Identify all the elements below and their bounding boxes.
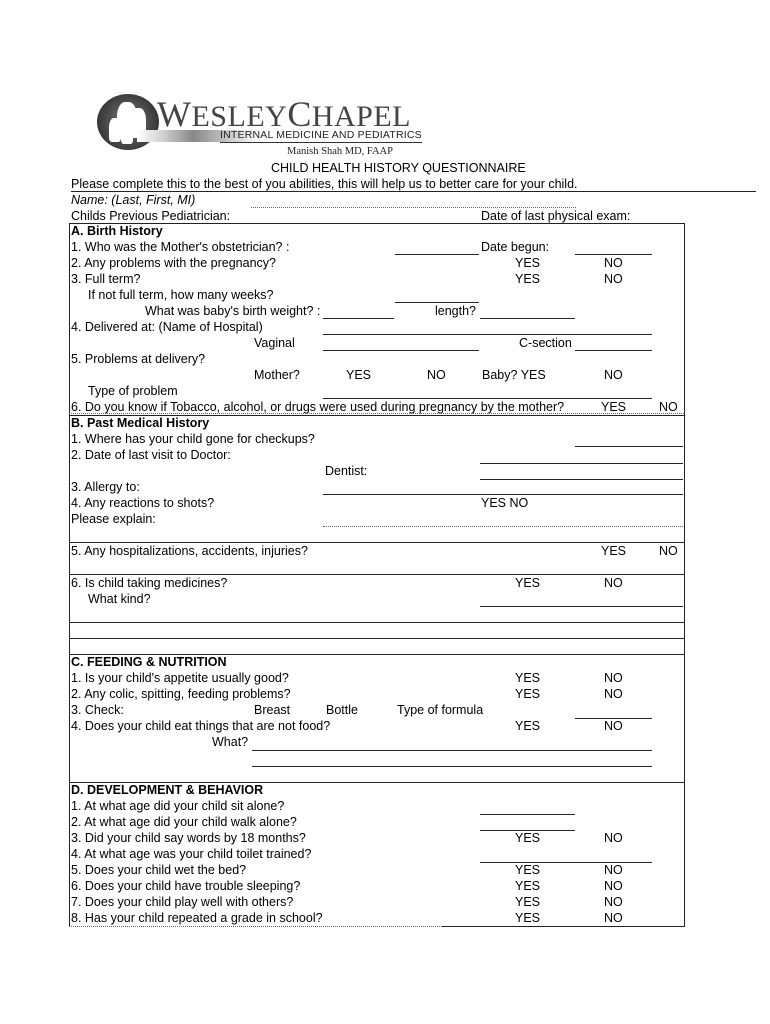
obstetrician-field[interactable] xyxy=(395,254,479,255)
c-q3: 3. Check: xyxy=(71,703,124,717)
logo-subtitle: INTERNAL MEDICINE AND PEDIATRICS xyxy=(220,129,422,141)
medicines-field[interactable] xyxy=(480,606,683,607)
form-title: CHILD HEALTH HISTORY QUESTIONNAIRE xyxy=(271,161,526,175)
d-q5: 5. Does your child wet the bed? xyxy=(71,863,247,877)
divider xyxy=(71,191,756,192)
mother-no[interactable]: NO xyxy=(427,368,446,382)
baby-label[interactable]: Baby? YES xyxy=(482,368,546,382)
sit-alone-field[interactable] xyxy=(480,814,575,815)
section-c-title: C. FEEDING & NUTRITION xyxy=(71,655,227,669)
non-food-field[interactable] xyxy=(252,750,652,751)
formula-label: Type of formula xyxy=(397,703,484,717)
logo-brand-name: WESLEYCHAPEL xyxy=(157,94,411,134)
a-q3-weight: What was baby's birth weight? : xyxy=(145,304,321,318)
a-q3-weeks: If not full term, how many weeks? xyxy=(88,288,274,302)
c-q2: 2. Any colic, spitting, feeding problems? xyxy=(71,687,291,701)
name-field[interactable] xyxy=(251,207,576,208)
dentist-label: Dentist: xyxy=(325,464,368,478)
length-field[interactable] xyxy=(480,318,575,319)
d-q3-no[interactable]: NO xyxy=(604,831,623,845)
csection-field[interactable] xyxy=(575,350,652,351)
b-q1: 1. Where has your child gone for checkups? xyxy=(71,432,315,446)
b-q3: 3. Allergy to: xyxy=(71,480,140,494)
box-bottom xyxy=(442,926,684,927)
a-q3-yes[interactable]: YES xyxy=(515,272,541,286)
allergy-field[interactable] xyxy=(323,494,683,495)
c-q2-no[interactable]: NO xyxy=(604,687,623,701)
c-q4: 4. Does your child eat things that are not food? xyxy=(71,719,331,733)
box-left xyxy=(69,223,70,927)
d-q8: 8. Has your child repeated a grade in school? xyxy=(71,911,323,925)
c-q2-yes[interactable]: YES xyxy=(515,687,541,701)
c-q1-no[interactable]: NO xyxy=(604,671,623,685)
csection-label: C-section xyxy=(519,336,572,350)
box-right xyxy=(684,223,685,927)
a-q2-no[interactable]: NO xyxy=(604,256,623,270)
hospitalizations-field[interactable] xyxy=(69,574,684,575)
baby-no[interactable]: NO xyxy=(604,368,623,382)
section-a-title: A. Birth History xyxy=(71,224,163,238)
a-q6-no[interactable]: NO xyxy=(659,400,678,414)
d-q6-yes[interactable]: YES xyxy=(515,879,541,893)
a-q3-no[interactable]: NO xyxy=(604,272,623,286)
c-q1-yes[interactable]: YES xyxy=(515,671,541,685)
birth-weight-field[interactable] xyxy=(323,318,394,319)
instructions: Please complete this to the best of you abilities, this will help us to better care for your child. xyxy=(71,177,578,191)
d-q2: 2. At what age did your child walk alone? xyxy=(71,815,297,829)
medicines-field-2[interactable] xyxy=(69,622,684,623)
d-q5-no[interactable]: NO xyxy=(604,863,623,877)
type-of-problem-label: Type of problem xyxy=(88,384,178,398)
length-label: length? xyxy=(435,304,477,318)
d-q7: 7. Does your child play well with others? xyxy=(71,895,294,909)
d-q3: 3. Did your child say words by 18 months? xyxy=(71,831,306,845)
a-q4: 4. Delivered at: (Name of Hospital) xyxy=(71,320,263,334)
last-physical-label: Date of last physical exam: xyxy=(481,209,631,223)
d-q7-no[interactable]: NO xyxy=(604,895,623,909)
name-label: Name: (Last, First, MI) xyxy=(71,193,196,207)
a-q1: 1. Who was the Mother's obstetrician? : xyxy=(71,240,290,254)
d-q6: 6. Does your child have trouble sleeping? xyxy=(71,879,301,893)
mother-label: Mother? xyxy=(254,368,300,382)
a-q6-underline xyxy=(69,413,684,414)
date-begun-field[interactable] xyxy=(575,254,652,255)
b-q6: 6. Is child taking medicines? xyxy=(71,576,228,590)
c-q4-yes[interactable]: YES xyxy=(515,719,541,733)
d-q5-yes[interactable]: YES xyxy=(515,863,541,877)
a-q3: 3. Full term? xyxy=(71,272,141,286)
b-q6-yes[interactable]: YES xyxy=(515,576,541,590)
b-q5-no[interactable]: NO xyxy=(659,544,678,558)
d-q8-yes[interactable]: YES xyxy=(515,911,541,925)
breast-option[interactable]: Breast xyxy=(254,703,291,717)
d-q3-yes[interactable]: YES xyxy=(515,831,541,845)
non-food-field-2[interactable] xyxy=(252,766,652,767)
practice-logo xyxy=(97,92,437,162)
b-q5: 5. Any hospitalizations, accidents, injuries? xyxy=(71,544,308,558)
prev-pediatrician-label: Childs Previous Pediatrician: xyxy=(71,209,231,223)
c-q4-no[interactable]: NO xyxy=(604,719,623,733)
last-doctor-visit-field[interactable] xyxy=(480,463,683,464)
a-q6-yes[interactable]: YES xyxy=(601,400,627,414)
d-q4: 4. At what age was your child toilet trained? xyxy=(71,847,312,861)
what-kind-label: What kind? xyxy=(88,592,151,606)
explain-field-2[interactable] xyxy=(69,542,684,543)
vaginal-field[interactable] xyxy=(323,350,479,351)
what-label: What? xyxy=(212,735,249,749)
d-q1: 1. At what age did your child sit alone? xyxy=(71,799,285,813)
c-q1: 1. Is your child's appetite usually good? xyxy=(71,671,289,685)
explain-field[interactable] xyxy=(323,526,683,527)
bottle-option[interactable]: Bottle xyxy=(326,703,358,717)
hospital-field[interactable] xyxy=(323,334,652,335)
a-q6: 6. Do you know if Tobacco, alcohol, or drugs were used during pregnancy by the mother? xyxy=(71,400,565,414)
mother-yes[interactable]: YES xyxy=(346,368,372,382)
a-q2: 2. Any problems with the pregnancy? xyxy=(71,256,276,270)
b-q6-no[interactable]: NO xyxy=(604,576,623,590)
d-q7-yes[interactable]: YES xyxy=(515,895,541,909)
toilet-trained-field[interactable] xyxy=(480,862,652,863)
a-q2-yes[interactable]: YES xyxy=(515,256,541,270)
b-q4: 4. Any reactions to shots? xyxy=(71,496,215,510)
section-d-title: D. DEVELOPMENT & BEHAVIOR xyxy=(71,783,264,797)
d-q8-no[interactable]: NO xyxy=(604,911,623,925)
b-q5-yes[interactable]: YES xyxy=(601,544,627,558)
medicines-field-3[interactable] xyxy=(69,638,684,639)
explain-label: Please explain: xyxy=(71,512,156,526)
vaginal-label: Vaginal xyxy=(254,336,295,350)
date-begun-label: Date begun: xyxy=(481,240,550,254)
d-q6-no[interactable]: NO xyxy=(604,879,623,893)
section-b-title: B. Past Medical History xyxy=(71,416,210,430)
checkups-field[interactable] xyxy=(575,446,683,447)
logo-doctor-name: Manish Shah MD, FAAP xyxy=(287,146,393,157)
dentist-field[interactable] xyxy=(480,479,683,480)
box-bottom-dotted xyxy=(69,926,442,927)
a-q5: 5. Problems at delivery? xyxy=(71,352,206,366)
weeks-field[interactable] xyxy=(395,302,479,303)
shots-yes-no[interactable]: YES NO xyxy=(481,496,529,510)
type-of-problem-field[interactable] xyxy=(323,398,652,399)
b-q2: 2. Date of last visit to Doctor: xyxy=(71,448,231,462)
